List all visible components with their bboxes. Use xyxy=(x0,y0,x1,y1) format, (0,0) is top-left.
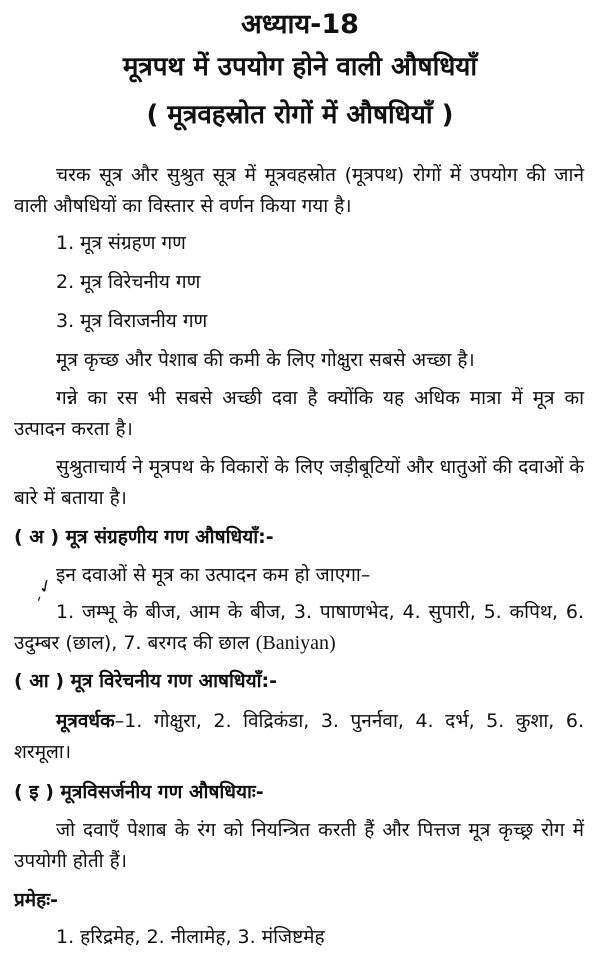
sushrutacharya-paragraph: सुश्रुताचार्य ने मूत्रपथ के विकारों के लिए जड़ीबूटियों और धातुओं की दवाओं के बारे में बताया है। xyxy=(14,456,584,509)
section-a-items-text: 1. जम्भू के बीज, आम के बीज, 3. पाषाणभेद, 4. सुपारी, 5. कपिथ, 6. उदुम्बर (छाल), 7. बरगद की छाल xyxy=(14,601,584,654)
gokshura-paragraph: मूत्र कृच्छ और पेशाब की कमी के लिए गोक्षुरा सबसे अच्छा है। xyxy=(56,349,475,371)
section-i-heading: ( इ ) मूत्रविसर्जनीय गण औषधियाः- xyxy=(14,781,264,803)
section-a-heading: ( अ ) मूत्र संग्रहणीय गण औषधियाँ:- xyxy=(14,526,274,548)
prameha-items: 1. हरिद्रमेह, 2. नीलामेह, 3. मंजिष्टमेह xyxy=(56,926,325,948)
list-item-3: 3. मूत्र विराजनीय गण xyxy=(56,310,208,332)
list-item-1: 1. मूत्र संग्रहण गण xyxy=(56,232,186,254)
list-item-2: 2. मूत्र विरेचनीय गण xyxy=(56,271,201,293)
sugarcane-paragraph: गन्ने का रस भी सबसे अच्छी दवा है क्योंकि यह अधिक मात्रा में मूत्र का उत्पादन करता है। xyxy=(14,387,584,440)
chapter-title: मूत्रपथ में उपयोग होने वाली औषधियाँ xyxy=(122,52,478,82)
section-i-text: जो दवाएँ पेशाब के रंग को नियन्त्रित करती हैं और पित्तज मूत्र कृच्छ्र रोग में उपयोगी होती हैं। xyxy=(14,819,584,872)
chapter-number: अध्याय-18 xyxy=(241,9,359,40)
section-aa-heading: ( आ ) मूत्र विरेचनीय गण आषधियाँ:- xyxy=(14,670,277,692)
chapter-subtitle: ( मूत्रवहस्रोत रोगों में औषधियाँ ) xyxy=(146,100,454,130)
intro-paragraph: चरक सूत्र और सुश्रुत सूत्र में मूत्रवहस्रोत (मूत्रपथ) रोगों में उपयोग की जाने वाली औषधियों का विस्तार से वर्णन किया गया है। xyxy=(14,164,584,217)
prameha-heading: प्रमेहः- xyxy=(14,889,58,911)
section-a-items xyxy=(14,597,584,659)
section-aa-items xyxy=(14,706,584,768)
section-a-note: इन दवाओं से मूत्र का उत्पादन कम हो जाएगा– xyxy=(56,564,371,586)
section-aa-items-text: –1. गोक्षुरा, 2. विद्रिकंडा, 3. पुनर्नवा, 4. दर्भ, 5. कुशा, 6. शरमूला। xyxy=(14,710,584,763)
margin-mark: ˏ✓ xyxy=(26,573,58,604)
section-aa-lead: मूत्रवर्धक xyxy=(56,710,115,732)
section-a-latin-term: (Baniyan) xyxy=(255,632,336,654)
